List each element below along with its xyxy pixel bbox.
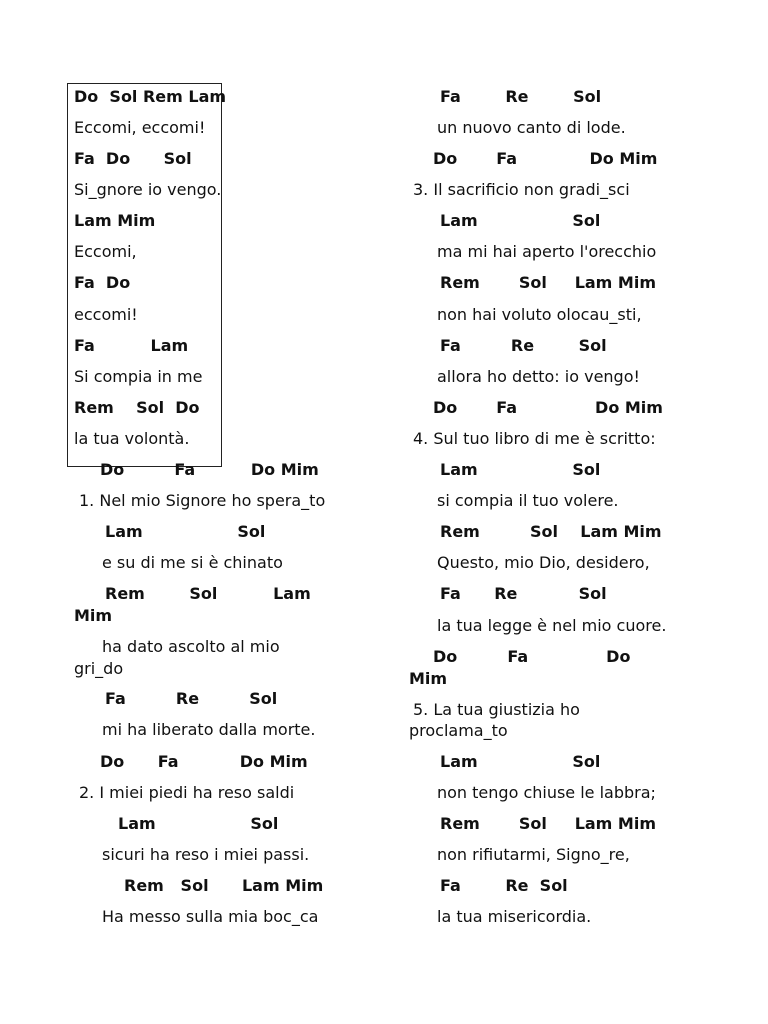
lyric-line: e su di me si è chinato (102, 553, 283, 572)
chord-line: Lam Mim (74, 211, 156, 230)
lyric-line: 5. La tua giustizia ho (413, 700, 580, 719)
chord-line: Fa Do Sol (74, 149, 192, 168)
lyric-line: la tua volontà. (74, 429, 190, 448)
chord-line: Fa Re Sol (440, 584, 607, 603)
lyric-line: Questo, mio Dio, desidero, (437, 553, 650, 572)
chord-line: Do Fa Do (433, 647, 631, 666)
lyric-line: mi ha liberato dalla morte. (102, 720, 316, 739)
chord-line: Do Sol Rem Lam (74, 87, 227, 106)
lyric-line: gri_do (74, 659, 124, 678)
chord-line: Lam Sol (440, 460, 601, 479)
lyric-line: la tua legge è nel mio cuore. (437, 616, 667, 635)
lyric-line: non rifiutarmi, Signo_re, (437, 845, 630, 864)
lyric-line: la tua misericordia. (437, 907, 592, 926)
chord-line: Do Fa Do Mim (100, 460, 319, 479)
chord-line: Do Fa Do Mim (433, 398, 663, 417)
chord-line: Rem Sol Lam Mim (440, 273, 656, 292)
chord-line: Rem Sol Lam (105, 584, 311, 603)
lyric-line: 3. Il sacrificio non gradi_sci (413, 180, 630, 199)
chord-line: Rem Sol Do (74, 398, 200, 417)
chord-line: Fa Lam (74, 336, 189, 355)
chord-line: Mim (74, 606, 113, 625)
chord-line: Mim (409, 669, 448, 688)
lyric-line: Eccomi, eccomi! (74, 118, 206, 137)
chord-line: Rem Sol Lam Mim (124, 876, 324, 895)
lyric-line: 1. Nel mio Signore ho spera_to (79, 491, 326, 510)
lyric-line: un nuovo canto di lode. (437, 118, 626, 137)
chord-line: Lam Sol (440, 211, 601, 230)
lyric-line: ma mi hai aperto l'orecchio (437, 242, 657, 261)
lyric-line: Si_gnore io vengo. (74, 180, 222, 199)
lyric-line: allora ho detto: io vengo! (437, 367, 640, 386)
lyric-line: Ha messo sulla mia boc_ca (102, 907, 319, 926)
chord-line: Fa Do (74, 273, 131, 292)
lyric-line: 4. Sul tuo libro di me è scritto: (413, 429, 656, 448)
lyric-line: si compia il tuo volere. (437, 491, 619, 510)
lyric-line: non hai voluto olocau_sti, (437, 305, 642, 324)
chord-line: Lam Sol (105, 522, 266, 541)
lyric-line: Si compia in me (74, 367, 203, 386)
chord-line: Lam Sol (440, 752, 601, 771)
lyric-line: non tengo chiuse le labbra; (437, 783, 656, 802)
chord-line: Do Fa Do Mim (433, 149, 658, 168)
lyric-line: 2. I miei piedi ha reso saldi (79, 783, 295, 802)
lyric-line: proclama_to (409, 721, 508, 740)
chord-line: Do Fa Do Mim (100, 752, 308, 771)
lyric-line: Eccomi, (74, 242, 137, 261)
chord-line: Fa Re Sol (105, 689, 278, 708)
chord-line: Lam Sol (118, 814, 279, 833)
chord-line: Fa Re Sol (440, 336, 607, 355)
lyric-line: ha dato ascolto al mio (102, 637, 280, 656)
lyric-line: sicuri ha reso i miei passi. (102, 845, 310, 864)
chord-line: Rem Sol Lam Mim (440, 522, 662, 541)
chord-line: Fa Re Sol (440, 876, 568, 895)
chord-line: Rem Sol Lam Mim (440, 814, 656, 833)
chord-line: Fa Re Sol (440, 87, 602, 106)
lyric-line: eccomi! (74, 305, 138, 324)
